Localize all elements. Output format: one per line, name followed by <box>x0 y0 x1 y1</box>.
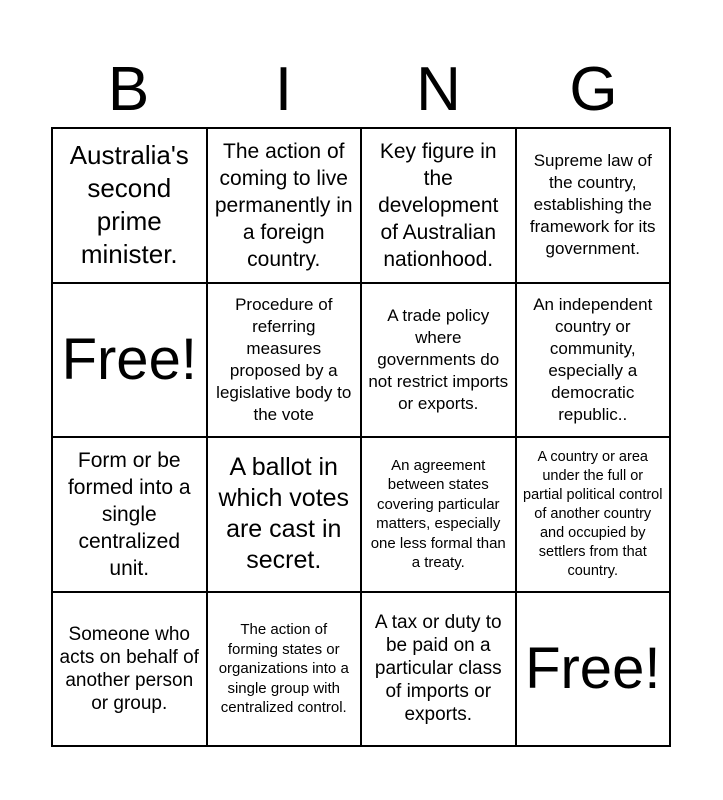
cell-text: The action of coming to live permanently in a foreign country. <box>214 139 353 271</box>
bingo-header <box>51 52 671 128</box>
bingo-cell-r4c4-free[interactable] <box>517 593 672 748</box>
header-letter-b: B <box>107 55 150 124</box>
cell-text: A ballot in which votes are cast in secret. <box>218 453 350 575</box>
free-space-text: Free! <box>61 326 197 392</box>
cell-text: A country or area under the full or partial political control of another country and occupied by settlers from that country. <box>523 448 663 579</box>
bingo-cell-r3c2[interactable] <box>208 438 363 593</box>
cell-text: The action of forming states or organizations into a single group with centralized control. <box>218 621 349 716</box>
bingo-cell-r1c1[interactable] <box>53 129 208 284</box>
bingo-cell-r2c1-free[interactable] <box>53 284 208 439</box>
cell-text: Someone who acts on behalf of another person or group. <box>59 623 199 714</box>
bingo-cell-r3c1[interactable] <box>53 438 208 593</box>
bingo-cell-r4c1[interactable] <box>53 593 208 748</box>
header-letter-g: G <box>569 55 618 124</box>
bingo-cell-r3c3[interactable] <box>362 438 517 593</box>
cell-text: Supreme law of the country, establishing the framework for its government. <box>529 151 656 259</box>
cell-text: Australia's second prime minister. <box>69 140 189 270</box>
header-letter-i: I <box>274 55 293 124</box>
bingo-card-grid <box>51 127 671 747</box>
cell-text: An independent country or community, especially a democratic republic.. <box>533 294 653 424</box>
bingo-cell-r1c3[interactable] <box>362 129 517 284</box>
bingo-cell-r1c4[interactable] <box>517 129 672 284</box>
cell-text: A tax or duty to be paid on a particular class of imports or exports. <box>374 612 502 726</box>
bingo-cell-r4c3[interactable] <box>362 593 517 748</box>
bingo-cell-r2c3[interactable] <box>362 284 517 439</box>
bingo-cell-r1c2[interactable] <box>208 129 363 284</box>
bingo-cell-r4c2[interactable] <box>208 593 363 748</box>
bingo-cell-r2c4[interactable] <box>517 284 672 439</box>
bingo-cell-r2c2[interactable] <box>208 284 363 439</box>
cell-text: Key figure in the development of Australian nationhood. <box>378 139 499 271</box>
cell-text: Form or be formed into a single centralized unit. <box>67 448 191 580</box>
cell-text: An agreement between states covering particular matters, especially one less formal than a treaty. <box>370 456 506 572</box>
cell-text: Procedure of referring measures proposed by a legislative body to the vote <box>216 294 352 424</box>
cell-text: A trade policy where governments do not restrict imports or exports. <box>368 305 509 413</box>
header-letter-n: N <box>416 55 461 124</box>
free-space-text: Free! <box>525 635 661 701</box>
bingo-cell-r3c4[interactable] <box>517 438 672 593</box>
